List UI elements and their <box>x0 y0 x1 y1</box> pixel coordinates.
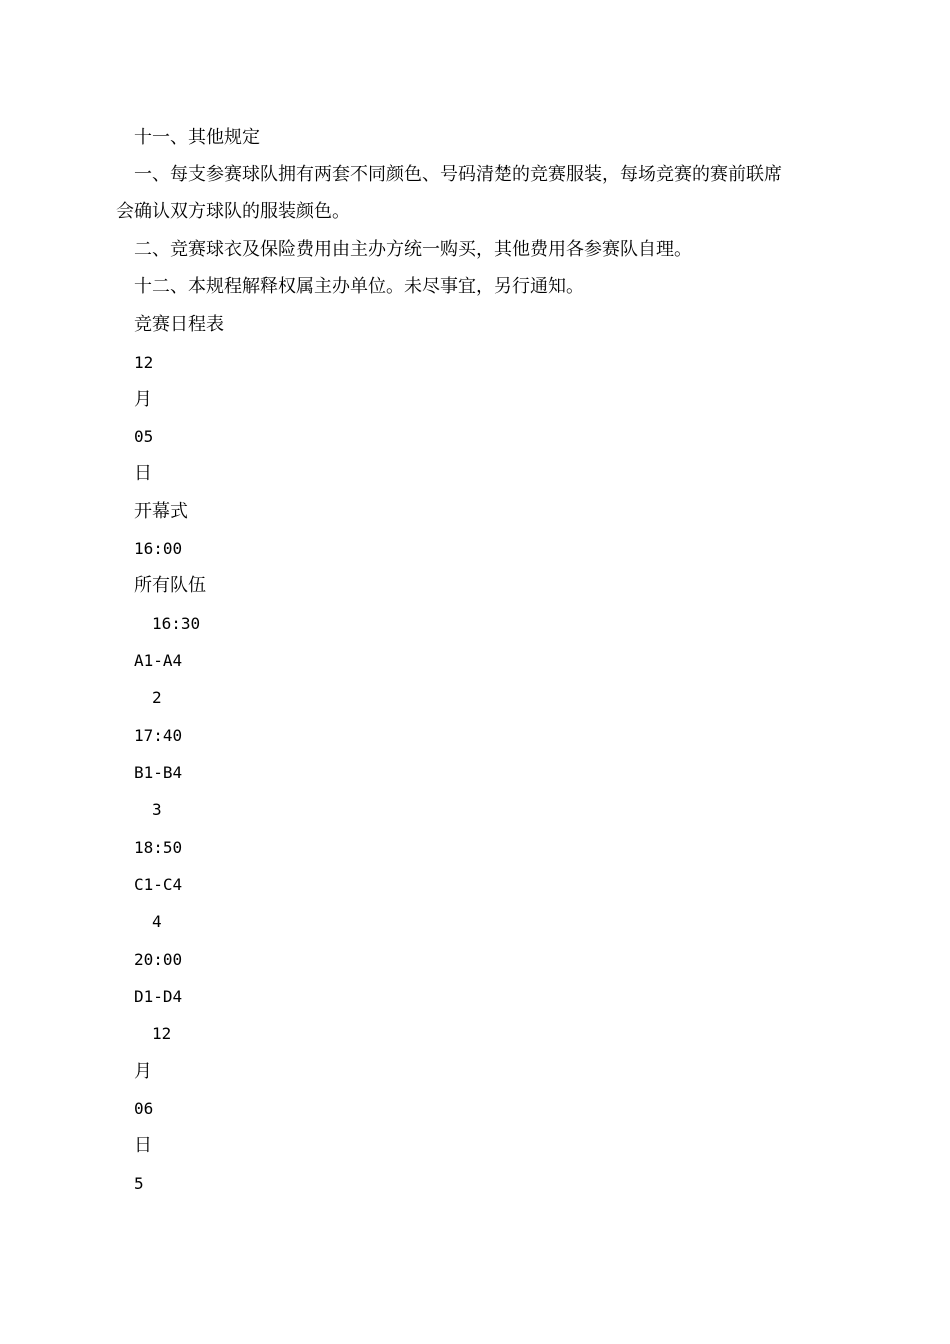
schedule-time: 20:00 <box>134 950 183 969</box>
schedule-month-label: 月 <box>134 389 152 410</box>
schedule-match-number: 2 <box>152 688 162 707</box>
schedule-time: 16:30 <box>152 614 201 633</box>
schedule-match-number: 3 <box>152 800 162 819</box>
rule-1-line-1: 一、每支参赛球队拥有两套不同颜色、号码清楚的竞赛服装，每场竞赛的赛前联席 <box>134 164 782 185</box>
schedule-participants: 所有队伍 <box>134 575 206 596</box>
schedule-day-label: 日 <box>134 1135 152 1156</box>
schedule-day-label: 日 <box>134 463 152 484</box>
schedule-time: 16:00 <box>134 539 183 558</box>
schedule-month-label: 月 <box>134 1061 152 1082</box>
rule-2: 二、竞赛球衣及保险费用由主办方统一购买，其他费用各参赛队自理。 <box>134 239 692 260</box>
schedule-match-number: 4 <box>152 912 162 931</box>
schedule-month-number: 12 <box>152 1024 172 1043</box>
schedule-opening-ceremony: 开幕式 <box>134 501 188 522</box>
schedule-month-number: 12 <box>134 353 154 372</box>
section-11-title: 十一、其他规定 <box>134 127 260 148</box>
schedule-day-number: 06 <box>134 1099 154 1118</box>
schedule-group: D1-D4 <box>134 987 183 1006</box>
section-12: 十二、本规程解释权属主办单位。未尽事宜，另行通知。 <box>134 276 584 297</box>
schedule-group: A1-A4 <box>134 651 183 670</box>
schedule-title: 竞赛日程表 <box>134 314 224 335</box>
rule-1-line-2: 会确认双方球队的服装颜色。 <box>116 201 350 222</box>
schedule-group: C1-C4 <box>134 875 183 894</box>
schedule-time: 18:50 <box>134 838 183 857</box>
schedule-time: 17:40 <box>134 726 183 745</box>
schedule-match-number: 5 <box>134 1174 144 1193</box>
schedule-group: B1-B4 <box>134 763 183 782</box>
schedule-day-number: 05 <box>134 427 154 446</box>
